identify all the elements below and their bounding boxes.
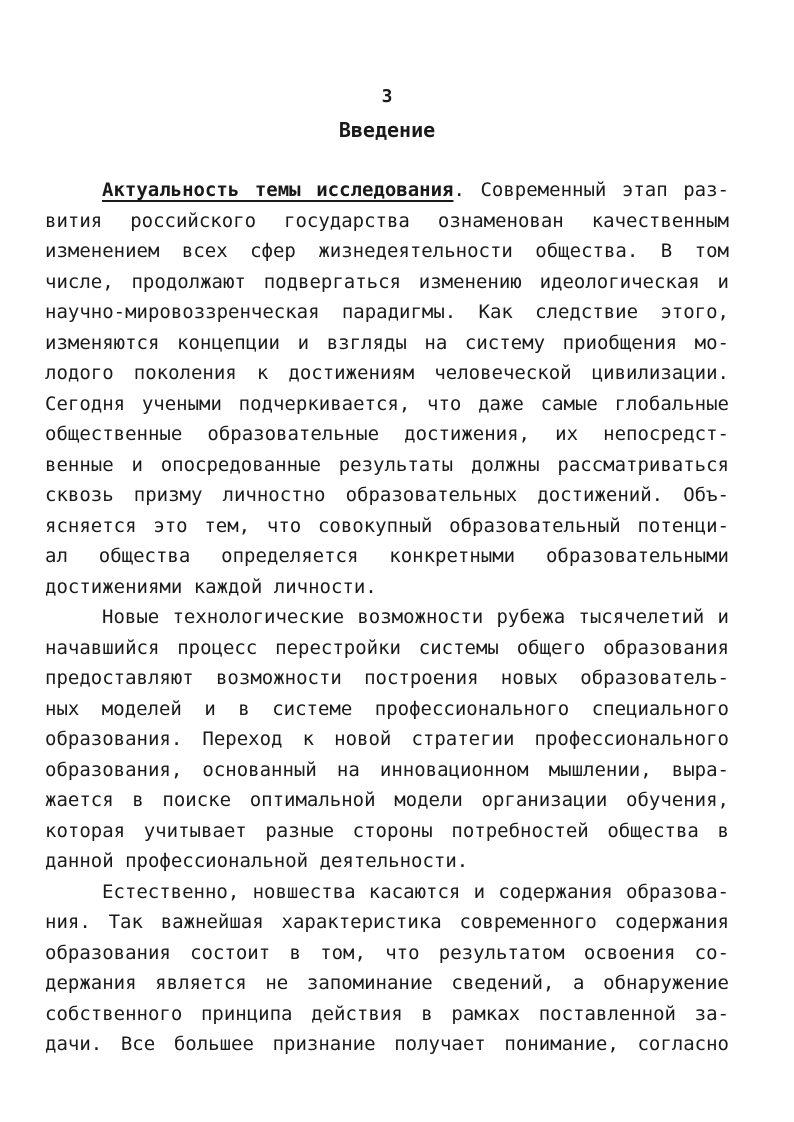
text-line: данной профессиональной деятельности.	[45, 850, 469, 872]
text-line: образования, основанный на инновационном мышлении, выра-	[45, 758, 729, 781]
text-line: которая учитывает разные стороны потребностей общества в	[45, 819, 729, 842]
text-line: ния. Так важнейшая характеристика современного содержания	[45, 911, 729, 933]
text-line: научно-мировоззренческая парадигмы. Как следствие этого,	[45, 301, 729, 323]
paragraph	[45, 175, 729, 602]
paragraph	[45, 877, 729, 1060]
text-line: жается в поиске оптимальной модели организации обучения,	[45, 789, 729, 811]
text-line: числе, продолжают подвергаться изменению идеологическая и	[45, 270, 729, 293]
text-line: Новые технологические возможности рубежа тысячелетий и	[102, 606, 729, 628]
text-line: вития российского государства ознаменован качественным	[45, 209, 729, 232]
text-segment: . Современный этап раз-	[453, 179, 729, 201]
section-lead-underlined: Актуальность темы исследования	[102, 179, 454, 201]
page-title: Введение	[338, 118, 436, 142]
text-line: ал общества определяется конкретными образовательными	[45, 545, 729, 567]
text-line: образования состоит в том, что результатом освоения со-	[45, 941, 729, 964]
text-line: собственного принципа действия в рамках поставленной за-	[45, 1002, 729, 1025]
text-line: ясняется это тем, что совокупный образовательный потенци-	[45, 514, 729, 537]
text-line: достижениями каждой личности.	[45, 575, 377, 598]
text-line	[45, 175, 729, 206]
page-number: 3	[381, 86, 393, 107]
text-line: держания является не запоминание сведений, а обнаружение	[45, 972, 729, 994]
text-line: образования. Переход к новой стратегии профессионального	[45, 728, 729, 750]
text-line: ных моделей и в системе профессионального специального	[45, 697, 729, 720]
text-line: Естественно, новшества касаются и содержания образова-	[102, 880, 729, 903]
paragraph	[45, 602, 729, 877]
body-text	[45, 175, 729, 1060]
text-line: изменением всех сфер жизнедеятельности общества. В том	[45, 240, 729, 262]
text-line: предоставляют возможности построения новых образователь-	[45, 667, 729, 689]
text-line: сквозь призму личностно образовательных достижений. Объ-	[45, 484, 729, 506]
text-line: дачи. Все большее признание получает понимание, согласно	[45, 1033, 729, 1055]
text-line: Сегодня учеными подчеркивается, что даже самые глобальные	[45, 392, 729, 415]
text-line: венные и опосредованные результаты должны рассматриваться	[45, 453, 729, 476]
text-line: общественные образовательные достижения, их непосредст-	[45, 423, 729, 445]
text-line: изменяются концепции и взгляды на систему приобщения мо-	[45, 331, 729, 354]
text-line: начавшийся процесс перестройки системы общего образования	[45, 636, 729, 659]
text-line: лодого поколения к достижениям человеческой цивилизации.	[45, 362, 729, 384]
